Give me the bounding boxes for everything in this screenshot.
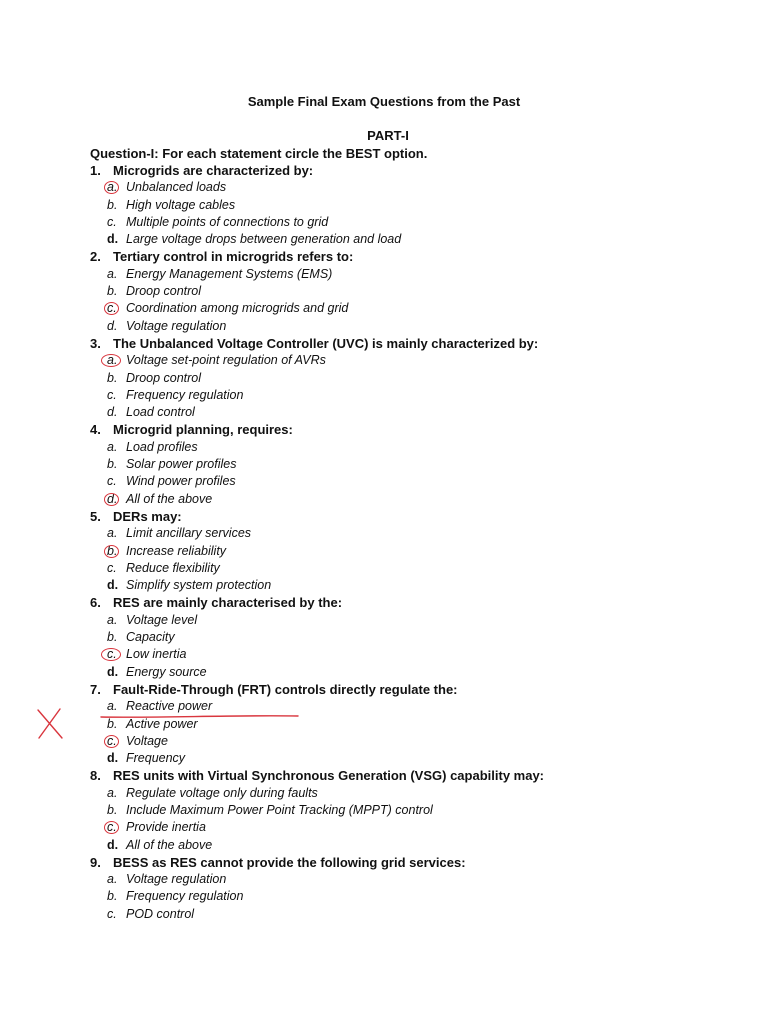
option-text: Low inertia bbox=[126, 647, 187, 662]
option-text: Frequency bbox=[126, 751, 186, 766]
option-text: Frequency regulation bbox=[126, 387, 244, 402]
option-letter: c. bbox=[107, 906, 117, 921]
question-item bbox=[90, 681, 710, 767]
question-line bbox=[90, 421, 710, 438]
answer-option bbox=[90, 266, 710, 283]
answer-option bbox=[90, 456, 710, 473]
option-text: Increase reliability bbox=[126, 543, 227, 558]
option-letter: b. bbox=[107, 543, 118, 558]
question-line bbox=[90, 248, 710, 265]
option-text: High voltage cables bbox=[126, 197, 236, 212]
option-text: All of the above bbox=[126, 837, 213, 852]
option-letter: c. bbox=[107, 560, 117, 575]
question-text: Tertiary control in microgrids refers to: bbox=[113, 249, 354, 265]
option-letter: b. bbox=[107, 197, 118, 212]
answer-option bbox=[90, 577, 710, 594]
answer-option bbox=[90, 525, 710, 542]
question-number: 8. bbox=[90, 768, 101, 784]
option-text: Solar power profiles bbox=[126, 457, 237, 472]
option-letter: c. bbox=[107, 474, 117, 489]
answer-option bbox=[90, 231, 710, 248]
option-text: Voltage bbox=[126, 733, 168, 748]
answer-option bbox=[90, 750, 710, 767]
answer-option bbox=[90, 819, 710, 836]
question-item bbox=[90, 248, 710, 334]
option-text: Limit ancillary services bbox=[126, 526, 252, 541]
option-text: Voltage set-point regulation of AVRs bbox=[126, 353, 326, 368]
answer-option bbox=[90, 179, 710, 196]
option-text: Energy Management Systems (EMS) bbox=[126, 266, 333, 281]
option-letter: c. bbox=[107, 733, 117, 748]
answer-option bbox=[90, 197, 710, 214]
option-letter: b. bbox=[107, 284, 118, 299]
question-line bbox=[90, 508, 710, 525]
answer-option bbox=[90, 370, 710, 387]
option-letter: d. bbox=[107, 405, 118, 420]
question-item bbox=[90, 335, 710, 421]
option-letter: a. bbox=[107, 612, 118, 627]
option-letter: d. bbox=[107, 491, 118, 506]
question-item bbox=[90, 767, 710, 853]
option-text: Energy source bbox=[126, 664, 207, 679]
question-text: RES units with Virtual Synchronous Generation (VSG) capability may: bbox=[113, 768, 545, 784]
option-text: Reduce flexibility bbox=[126, 560, 220, 575]
option-text: Wind power profiles bbox=[126, 474, 236, 489]
option-letter: d. bbox=[107, 578, 119, 593]
option-text: Large voltage drops between generation and load bbox=[126, 232, 402, 247]
option-text: Unbalanced loads bbox=[126, 180, 227, 195]
question-text: Fault-Ride-Through (FRT) controls directly regulate the: bbox=[113, 681, 458, 697]
circled-answer-mark bbox=[104, 735, 119, 748]
answer-option bbox=[90, 300, 710, 317]
answer-option bbox=[90, 664, 710, 681]
answer-option bbox=[90, 871, 710, 888]
question-item bbox=[90, 421, 710, 507]
option-text: Voltage level bbox=[126, 612, 198, 627]
circled-answer-mark bbox=[104, 545, 119, 558]
option-letter: c. bbox=[107, 387, 117, 402]
question-text: BESS as RES cannot provide the following grid services: bbox=[113, 854, 466, 870]
answer-option bbox=[90, 543, 710, 560]
answer-option bbox=[90, 888, 710, 905]
question-number: 7. bbox=[90, 681, 101, 697]
answer-option bbox=[90, 473, 710, 490]
option-letter: a. bbox=[107, 266, 118, 281]
option-letter: a. bbox=[107, 353, 118, 368]
question-text: RES are mainly characterised by the: bbox=[113, 595, 343, 611]
question-number: 9. bbox=[90, 854, 101, 870]
option-letter: a. bbox=[107, 526, 118, 541]
option-text: Voltage regulation bbox=[126, 318, 227, 333]
answer-option bbox=[90, 283, 710, 300]
option-text: POD control bbox=[126, 906, 195, 921]
option-letter: a. bbox=[107, 439, 118, 454]
option-letter: b. bbox=[107, 802, 118, 817]
answer-option bbox=[90, 629, 710, 646]
question-line bbox=[90, 681, 710, 698]
option-text: Droop control bbox=[126, 370, 202, 385]
option-letter: d. bbox=[107, 232, 119, 247]
answer-option bbox=[90, 560, 710, 577]
question-number: 2. bbox=[90, 249, 101, 265]
option-letter: d. bbox=[107, 837, 119, 852]
answer-option bbox=[90, 404, 710, 421]
answer-option bbox=[90, 837, 710, 854]
option-letter: d. bbox=[107, 751, 119, 766]
answer-option bbox=[90, 491, 710, 508]
option-text: Active power bbox=[126, 716, 198, 731]
question-item bbox=[90, 854, 710, 923]
question-line bbox=[90, 767, 710, 784]
option-text: Load control bbox=[126, 405, 195, 420]
question-text: Microgrid planning, requires: bbox=[113, 422, 293, 438]
question-line bbox=[90, 335, 710, 352]
answer-option bbox=[90, 716, 710, 733]
question-line bbox=[90, 594, 710, 611]
option-text: Capacity bbox=[126, 630, 175, 645]
question-text: Microgrids are characterized by: bbox=[113, 163, 314, 178]
option-text: Multiple points of connections to grid bbox=[126, 214, 329, 229]
question-item bbox=[90, 594, 710, 680]
question-text: DERs may: bbox=[113, 508, 182, 524]
question-number: 6. bbox=[90, 595, 101, 611]
answer-option bbox=[90, 214, 710, 231]
option-letter: d. bbox=[107, 318, 118, 333]
circled-answer-mark bbox=[104, 493, 119, 506]
page-title: Sample Final Exam Questions from the Past bbox=[247, 94, 521, 109]
option-letter: c. bbox=[107, 820, 117, 835]
option-text: Load profiles bbox=[126, 439, 198, 454]
question-number: 3. bbox=[90, 335, 101, 351]
question-item bbox=[90, 508, 710, 594]
answer-option bbox=[90, 439, 710, 456]
option-letter: b. bbox=[107, 630, 118, 645]
question-number: 4. bbox=[90, 422, 101, 438]
option-text: Reactive power bbox=[126, 699, 213, 714]
question-number: 1. bbox=[90, 163, 101, 178]
option-letter: a. bbox=[107, 699, 118, 714]
option-text: Regulate voltage only during faults bbox=[126, 785, 318, 800]
option-letter: d. bbox=[107, 664, 119, 679]
question-item bbox=[90, 162, 710, 248]
question-line bbox=[90, 854, 710, 871]
answer-option bbox=[90, 802, 710, 819]
option-letter: b. bbox=[107, 370, 118, 385]
question-number: 5. bbox=[90, 508, 101, 524]
option-text: Simplify system protection bbox=[126, 578, 272, 593]
option-letter: b. bbox=[107, 457, 118, 472]
option-text: All of the above bbox=[126, 491, 213, 506]
answer-option bbox=[90, 318, 710, 335]
answer-option bbox=[90, 387, 710, 404]
answer-option bbox=[90, 352, 710, 369]
option-letter: c. bbox=[107, 214, 117, 229]
answer-option bbox=[90, 646, 710, 663]
option-letter: c. bbox=[107, 301, 117, 316]
option-text: Coordination among microgrids and grid bbox=[126, 301, 349, 316]
wrong-answer-x-mark bbox=[38, 709, 62, 738]
answer-option bbox=[90, 906, 710, 923]
answer-option bbox=[90, 785, 710, 802]
option-text: Provide inertia bbox=[126, 820, 206, 835]
option-letter: a. bbox=[107, 872, 118, 887]
option-text: Include Maximum Power Point Tracking (MPPT) control bbox=[126, 802, 433, 817]
option-letter: a. bbox=[107, 785, 118, 800]
question-list bbox=[90, 162, 710, 923]
answer-option bbox=[90, 612, 710, 629]
question-line bbox=[90, 162, 710, 179]
option-letter: b. bbox=[107, 889, 118, 904]
answer-option bbox=[90, 698, 710, 715]
option-text: Voltage regulation bbox=[126, 872, 227, 887]
option-text: Frequency regulation bbox=[126, 889, 244, 904]
answer-option bbox=[90, 733, 710, 750]
instruction-text: Question-I: For each statement circle the BEST option. bbox=[90, 146, 428, 161]
option-text: Droop control bbox=[126, 284, 202, 299]
option-letter: c. bbox=[107, 647, 117, 662]
option-letter: b. bbox=[107, 716, 118, 731]
option-letter: a. bbox=[107, 180, 118, 195]
question-text: The Unbalanced Voltage Controller (UVC) is mainly characterized by: bbox=[113, 335, 539, 351]
part-heading: PART-I bbox=[367, 128, 409, 143]
